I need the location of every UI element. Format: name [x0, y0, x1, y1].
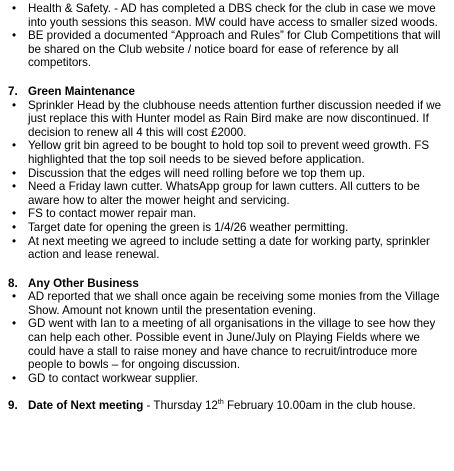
list-item: • Need a Friday lawn cutter. WhatsApp group for lawn cutters. All cutters to be aware how to alter the mower height and servicing.	[0, 180, 454, 207]
section-8-title: Any Other Business	[28, 276, 139, 290]
list-item: • AD reported that we shall once again be receiving some monies from the Village Show. Amount not known until the presentation evening.	[0, 290, 454, 317]
list-item: • GD to contact workwear supplier.	[0, 372, 454, 386]
spacer	[0, 385, 454, 399]
list-item: • Health & Safety. - AD has completed a DBS check for the club in case we move into youth sessions this season. MW could have access to smaller sized woods.	[0, 2, 454, 29]
list-item: • GD went with Ian to a meeting of all organisations in the village to see how they can help each other. Possible event in June/July on Playing Fields where we could have a stall to raise money and have chance to recruit/introduce more people to bowls – for ongoing discussion.	[0, 317, 454, 371]
list-item: • BE provided a documented “Approach and Rules” for Club Competitions that will be shared on the Club website / notice board for ease of reference by all competitors.	[0, 29, 454, 70]
list-item: • Target date for opening the green is 1/4/26 weather permitting.	[0, 221, 454, 235]
list-item: • FS to contact mower repair man.	[0, 207, 454, 221]
section-7-list	[0, 99, 454, 262]
section-8-heading	[0, 277, 454, 291]
section-9-superscript: th	[217, 399, 224, 407]
list-item: • At next meeting we agreed to include setting a date for working party, sprinkler action and lease renewal.	[0, 235, 454, 262]
top-list	[0, 2, 454, 70]
section-9-text-before: - Thursday 12	[143, 399, 218, 413]
section-7-title: Green Maintenance	[28, 84, 135, 98]
section-9-number: 9.	[8, 399, 18, 413]
section-9-content	[28, 399, 416, 413]
section-9-text-after: February 10.00am in the club house.	[223, 399, 416, 413]
spacer	[0, 262, 454, 277]
list-item: • Yellow grit bin agreed to be bought to hold top soil to prevent weed growth. FS highlighted that the top soil needs to be sieved before application.	[0, 139, 454, 166]
list-item: • Discussion that the edges will need rolling before we top them up.	[0, 167, 454, 181]
spacer	[0, 70, 454, 85]
section-9-line	[0, 399, 454, 413]
section-7-heading	[0, 85, 454, 99]
section-8-number: 8.	[8, 276, 18, 290]
section-7-number: 7.	[8, 84, 18, 98]
list-item: • Sprinkler Head by the clubhouse needs attention further discussion needed if we just replace this with Hunter model as Rain Bird make are now discontinued. If decision to renew all 4 this will cost £2000.	[0, 99, 454, 140]
section-8-list	[0, 290, 454, 385]
section-9-title: Date of Next meeting	[28, 399, 144, 413]
